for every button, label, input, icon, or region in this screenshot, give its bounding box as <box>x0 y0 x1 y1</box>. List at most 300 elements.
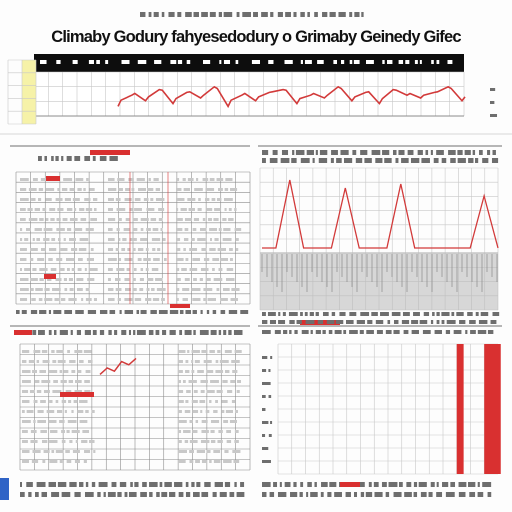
upper-left-footer-text <box>137 310 140 314</box>
lower-left-row-text <box>207 450 211 453</box>
header-noise-text <box>349 12 352 17</box>
upper-right-header-text <box>408 150 414 155</box>
upper-left-row-text <box>108 288 113 291</box>
upper-left-row-text <box>154 178 159 181</box>
upper-left-row-text <box>42 208 46 211</box>
lower-left-row-text <box>59 420 64 423</box>
lower-left-header-text <box>223 330 226 335</box>
upper-right-footer-text <box>283 312 286 316</box>
upper-left-row-text <box>176 228 182 231</box>
upper-left-row-text <box>133 218 138 221</box>
lower-left-row-text <box>69 380 73 383</box>
lower-left-row-text <box>84 380 90 383</box>
lower-right-footer-text <box>399 482 403 487</box>
top-strip-band-text <box>219 60 221 64</box>
upper-left-row-text <box>226 278 235 281</box>
lower-left-footer-text <box>201 492 208 497</box>
lower-left-row-text <box>235 410 238 413</box>
upper-left-row-text <box>203 178 209 181</box>
upper-left-row-text <box>176 218 183 221</box>
lower-left-header-text <box>32 330 36 335</box>
lower-left-row-text <box>22 350 29 353</box>
lower-left-red-marker <box>60 392 94 397</box>
top-strip-band-text <box>154 60 161 64</box>
lower-left-header-text <box>234 330 243 335</box>
upper-left-row-text <box>75 178 83 181</box>
upper-left-row-text <box>141 268 143 271</box>
lower-left-header-text <box>93 330 97 335</box>
lower-left-row-text <box>62 440 66 443</box>
upper-left-footer-text <box>88 310 96 314</box>
upper-left-row-text <box>189 248 197 251</box>
upper-left-row-text <box>108 258 117 261</box>
lower-left-row-text <box>197 370 204 373</box>
upper-left-row-text <box>146 228 151 231</box>
upper-left-row-text <box>144 198 149 201</box>
upper-left-row-text <box>205 198 209 201</box>
upper-left-footer-text <box>53 310 61 314</box>
lower-left-footer-text <box>164 482 171 487</box>
upper-left-row-text <box>127 268 130 271</box>
lower-left-row-text <box>237 390 240 393</box>
upper-right-header-text <box>492 158 498 163</box>
header-noise-text <box>270 12 273 17</box>
upper-right-header-text <box>442 158 447 163</box>
lower-left-row-text <box>84 450 90 453</box>
upper-right-footer-text <box>467 312 472 316</box>
upper-left-row-text <box>141 218 149 221</box>
lower-left-footer-text <box>129 492 137 497</box>
upper-left-footer-text <box>22 310 27 314</box>
upper-left-row-text <box>176 208 178 211</box>
upper-right-footer-text <box>310 312 314 316</box>
lower-left-row-text <box>200 380 207 383</box>
upper-left-row-text <box>137 178 145 181</box>
upper-left-row-text <box>185 228 189 231</box>
upper-left-row-text <box>217 178 224 181</box>
upper-left-footer-text <box>141 310 147 314</box>
upper-right-header-text <box>457 150 462 155</box>
top-strip-band-text <box>301 60 303 64</box>
upper-left-row-text <box>20 178 29 181</box>
lower-left-row-text <box>178 430 181 433</box>
upper-right-header-text <box>482 158 488 163</box>
lower-left-row-text <box>225 370 229 373</box>
upper-left-row-text <box>51 238 55 241</box>
upper-left-footer-text <box>201 310 203 314</box>
upper-right-footer-text <box>442 320 445 324</box>
upper-left-row-text <box>124 258 133 261</box>
upper-left-row-text <box>222 218 226 221</box>
upper-left-row-text <box>31 278 38 281</box>
upper-left-row-text <box>176 278 181 281</box>
upper-left-row-text <box>68 298 76 301</box>
lower-right-y-tick <box>262 369 266 372</box>
upper-left-row-text <box>24 238 28 241</box>
upper-left-row-text <box>217 198 221 201</box>
top-strip-band-text <box>387 60 392 64</box>
lower-left-row-text <box>209 350 214 353</box>
lower-right-footer-text <box>285 482 291 487</box>
lower-right-footer-text <box>327 492 331 497</box>
top-strip-band-text <box>285 60 293 64</box>
upper-left-row-text <box>234 208 236 211</box>
lower-left-footer-text <box>92 482 95 487</box>
upper-left-row-text <box>44 228 53 231</box>
upper-left-row-text <box>212 198 216 201</box>
upper-left-row-text <box>176 268 179 271</box>
upper-left-row-text <box>124 278 129 281</box>
upper-left-header-text <box>38 156 42 161</box>
header-noise-text <box>168 12 174 17</box>
lower-right-footer-text <box>262 492 266 497</box>
top-strip-band-text <box>252 60 260 64</box>
lower-left-footer-text <box>230 492 235 497</box>
upper-left-row-text <box>37 258 44 261</box>
upper-right-header-text <box>434 158 439 163</box>
lower-left-footer-text <box>49 482 56 487</box>
lower-right-y-tick <box>262 447 268 450</box>
lower-right-header-text <box>316 330 321 334</box>
lower-left-footer-text <box>85 492 94 497</box>
lower-left-row-text <box>190 460 194 463</box>
upper-left-row-text <box>224 198 233 201</box>
lower-left-footer-text <box>179 492 184 497</box>
upper-left-row-text <box>27 208 32 211</box>
upper-left-row-text <box>74 228 82 231</box>
lower-left-row-text <box>60 370 62 373</box>
upper-left-row-text <box>48 258 52 261</box>
top-strip-right-tick <box>490 114 497 117</box>
upper-left-row-text <box>30 258 33 261</box>
lower-right-bar <box>457 344 464 474</box>
upper-left-row-text <box>32 268 36 271</box>
upper-left-header-text <box>67 156 72 161</box>
upper-left-row-text <box>159 218 163 221</box>
upper-left-row-text <box>108 218 115 221</box>
upper-right-footer-text <box>491 320 497 324</box>
lower-right-footer-text <box>478 492 484 497</box>
upper-left-row-text <box>108 208 113 211</box>
lower-right-y-tick <box>268 369 270 372</box>
upper-right-footer-text <box>392 312 401 316</box>
upper-left-row-text <box>116 288 122 291</box>
lower-right-bar <box>484 344 501 474</box>
lower-left-row-text <box>40 430 47 433</box>
lower-left-row-text <box>230 420 237 423</box>
upper-right-header-text <box>465 150 471 155</box>
lower-left-row-text <box>81 440 87 443</box>
upper-left-row-text <box>117 178 124 181</box>
lower-left-header-text <box>137 330 146 335</box>
upper-right-footer-text <box>262 320 267 324</box>
lower-left-row-text <box>226 430 231 433</box>
lower-left-row-text <box>202 420 208 423</box>
upper-right-footer-text <box>431 320 433 324</box>
lower-left-footer-text <box>26 482 33 487</box>
lower-left-row-text <box>186 360 189 363</box>
header-noise-text <box>300 12 304 17</box>
lower-left-footer-text <box>51 492 59 497</box>
top-strip-row-label-bg <box>22 60 36 124</box>
lower-right-header-text <box>343 330 346 334</box>
lower-left-header-text <box>100 330 104 335</box>
lower-left-row-text <box>22 430 28 433</box>
lower-left-row-text <box>30 390 35 393</box>
header-noise-text <box>261 12 268 17</box>
lower-left-header-text <box>54 330 56 335</box>
lower-left-row-text <box>197 450 205 453</box>
header-noise-text <box>285 12 291 17</box>
lower-left-header-text <box>185 330 192 335</box>
upper-left-row-text <box>73 198 80 201</box>
upper-right-footer-text <box>268 312 276 316</box>
lower-left-footer-text <box>186 482 189 487</box>
upper-right-footer-text <box>332 312 335 316</box>
lower-left-row-text <box>76 440 78 443</box>
upper-left-row-text <box>157 288 166 291</box>
upper-left-row-text <box>44 288 49 291</box>
top-strip-band-text <box>415 60 418 64</box>
upper-right-footer-text <box>306 320 315 324</box>
lower-right-footer-text <box>300 482 303 487</box>
lower-left-row-text <box>183 430 191 433</box>
lower-left-row-text <box>93 450 95 453</box>
lower-left-row-text <box>211 430 215 433</box>
lower-left-row-text <box>75 460 80 463</box>
lower-right-footer-text <box>436 492 442 497</box>
lower-left-row-text <box>222 380 227 383</box>
upper-right-footer-text <box>357 320 365 324</box>
lower-right-footer-text <box>431 482 435 487</box>
upper-left-red-marker <box>44 274 56 279</box>
lower-left-row-text <box>61 380 67 383</box>
lower-right-header-text <box>302 330 309 334</box>
lower-right-footer-text <box>262 482 271 487</box>
lower-right-header-text <box>412 330 419 334</box>
lower-left-row-text <box>204 360 212 363</box>
upper-left-row-text <box>20 198 29 201</box>
lower-left-row-text <box>71 370 75 373</box>
upper-left-row-text <box>54 298 58 301</box>
lower-left-footer-text <box>191 482 194 487</box>
lower-right-footer-text <box>450 482 455 487</box>
lower-left-row-text <box>217 390 223 393</box>
upper-right-footer-text <box>436 312 439 316</box>
upper-left-row-text <box>210 178 215 181</box>
header-noise-text <box>338 12 345 17</box>
upper-left-row-text <box>69 278 73 281</box>
lower-left-footer-text <box>79 482 83 487</box>
upper-left-row-text <box>76 278 83 281</box>
upper-right-header-text <box>313 158 315 163</box>
lower-left-header-text <box>38 330 45 335</box>
upper-right-footer-text <box>262 312 266 316</box>
upper-left-row-text <box>24 268 30 271</box>
upper-right-header-text <box>448 150 456 155</box>
upper-left-header-text <box>93 156 96 161</box>
lower-left-footer-text <box>213 492 217 497</box>
upper-left-row-text <box>20 288 29 291</box>
upper-left-row-text <box>49 248 56 251</box>
lower-left-footer-text <box>237 492 245 497</box>
upper-right-footer-text <box>318 320 323 324</box>
corner-marker[interactable] <box>0 478 9 500</box>
top-strip-band-text <box>305 60 312 64</box>
upper-left-row-text <box>70 188 75 191</box>
lower-left-row-text <box>35 380 40 383</box>
upper-left-footer-text <box>229 310 237 314</box>
top-strip-band-text <box>333 60 337 64</box>
lower-left-row-text <box>224 450 228 453</box>
upper-right-header-text <box>301 158 310 163</box>
upper-right-footer-text <box>493 312 500 316</box>
upper-right-footer-text <box>300 312 303 316</box>
upper-right-header-text <box>473 150 475 155</box>
lower-left-row-text <box>67 430 70 433</box>
upper-right-footer-text <box>388 320 391 324</box>
upper-left-row-text <box>36 238 40 241</box>
upper-left-row-text <box>198 198 201 201</box>
upper-right-header-text <box>431 150 433 155</box>
upper-right-header-text <box>418 150 423 155</box>
lower-left-footer-text <box>149 482 158 487</box>
upper-right-footer-text <box>459 320 465 324</box>
upper-right-footer-text <box>469 320 476 324</box>
upper-right-footer-text <box>278 312 280 316</box>
lower-right-header-text <box>262 330 271 334</box>
upper-left-row-text <box>20 218 26 221</box>
lower-left-row-text <box>211 440 215 443</box>
lower-left-header-text <box>228 330 231 335</box>
lower-right-header-text <box>283 330 287 334</box>
upper-left-row-text <box>78 268 82 271</box>
top-strip-band-text <box>203 60 210 64</box>
upper-left-row-text <box>20 278 29 281</box>
upper-left-row-text <box>148 188 154 191</box>
upper-left-row-text <box>122 238 126 241</box>
lower-left-row-text <box>191 370 194 373</box>
lower-left-footer-text <box>20 482 22 487</box>
top-strip-band-text <box>224 60 230 64</box>
upper-left-row-text <box>214 208 221 211</box>
upper-left-row-text <box>212 258 219 261</box>
upper-right-header-text <box>479 150 483 155</box>
lower-left-row-text <box>57 410 62 413</box>
upper-left-row-text <box>56 258 62 261</box>
lower-left-header-text <box>219 330 221 335</box>
upper-left-row-text <box>31 288 34 291</box>
lower-left-row-text <box>233 460 239 463</box>
header-noise-text <box>185 12 192 17</box>
upper-left-row-text <box>223 288 230 291</box>
upper-left-row-text <box>193 228 197 231</box>
upper-right-footer-text <box>346 320 354 324</box>
lower-left-row-text <box>84 460 87 463</box>
upper-left-footer-text <box>159 310 168 314</box>
lower-right-footer-text <box>310 492 318 497</box>
top-strip-band-text <box>170 60 176 64</box>
upper-right-header-text <box>291 158 296 163</box>
top-strip-band-text <box>317 60 324 64</box>
upper-left-row-text <box>70 288 74 291</box>
upper-left-row-text <box>45 218 48 221</box>
lower-left-footer-text <box>174 482 182 487</box>
upper-left-row-text <box>153 258 160 261</box>
lower-right-header-text <box>393 330 399 334</box>
upper-right-header-text <box>262 158 266 163</box>
lower-left-footer-text <box>130 482 133 487</box>
upper-left-row-text <box>108 248 113 251</box>
upper-left-row-text <box>189 208 195 211</box>
lower-right-footer-text <box>270 492 274 497</box>
upper-left-row-text <box>83 188 85 191</box>
upper-left-footer-text <box>100 310 107 314</box>
upper-left-header-text <box>109 156 117 161</box>
upper-left-row-text <box>31 198 35 201</box>
upper-left-footer-text <box>150 310 156 314</box>
upper-left-row-text <box>108 298 115 301</box>
upper-right-header-text <box>398 150 404 155</box>
lower-right-footer-text <box>293 482 296 487</box>
header-noise-text <box>253 12 258 17</box>
upper-right-header-text <box>319 158 327 163</box>
upper-left-footer-text <box>31 310 37 314</box>
upper-left-row-text <box>176 248 180 251</box>
lower-left-footer-text <box>99 482 108 487</box>
lower-left-row-text <box>178 380 181 383</box>
lower-right-y-tick <box>262 460 271 463</box>
upper-left-row-text <box>213 218 218 221</box>
top-strip-band-text <box>96 60 100 64</box>
lower-left-row-text <box>49 440 57 443</box>
lower-left-header-text <box>60 330 68 335</box>
upper-left-row-text <box>191 238 195 241</box>
upper-right-header-text <box>393 150 397 155</box>
lower-right-y-tick <box>269 395 272 398</box>
top-strip-band-text <box>73 60 78 64</box>
lower-right-footer-text <box>374 482 379 487</box>
header-noise-text <box>242 12 251 17</box>
lower-right-header-text <box>294 330 297 334</box>
upper-left-row-text <box>183 298 188 301</box>
lower-left-trace <box>100 358 136 374</box>
upper-left-row-text <box>20 268 22 271</box>
upper-left-row-text <box>162 238 165 241</box>
lower-right-header-text <box>488 330 493 334</box>
lower-left-row-text <box>195 360 200 363</box>
upper-right-header-text <box>352 150 356 155</box>
upper-right-footer-text <box>403 312 410 316</box>
upper-left-footer-text <box>240 310 248 314</box>
upper-left-row-text <box>176 238 180 241</box>
lower-left-row-text <box>178 360 183 363</box>
upper-right-header-text <box>336 158 342 163</box>
upper-left-row-text <box>132 248 135 251</box>
lower-right-footer-text <box>429 492 433 497</box>
upper-left-row-text <box>56 278 62 281</box>
lower-left-footer-text <box>69 482 76 487</box>
lower-right-y-tick <box>262 395 266 398</box>
top-strip-band-text <box>187 60 191 64</box>
top-strip-band-text <box>448 60 453 64</box>
lower-right-y-tick <box>270 421 272 424</box>
lower-left-footer-text <box>196 482 200 487</box>
header-noise-text <box>162 12 165 17</box>
lower-left-row-text <box>230 380 235 383</box>
upper-right-header-text <box>273 150 278 155</box>
header-noise-text <box>322 12 327 17</box>
